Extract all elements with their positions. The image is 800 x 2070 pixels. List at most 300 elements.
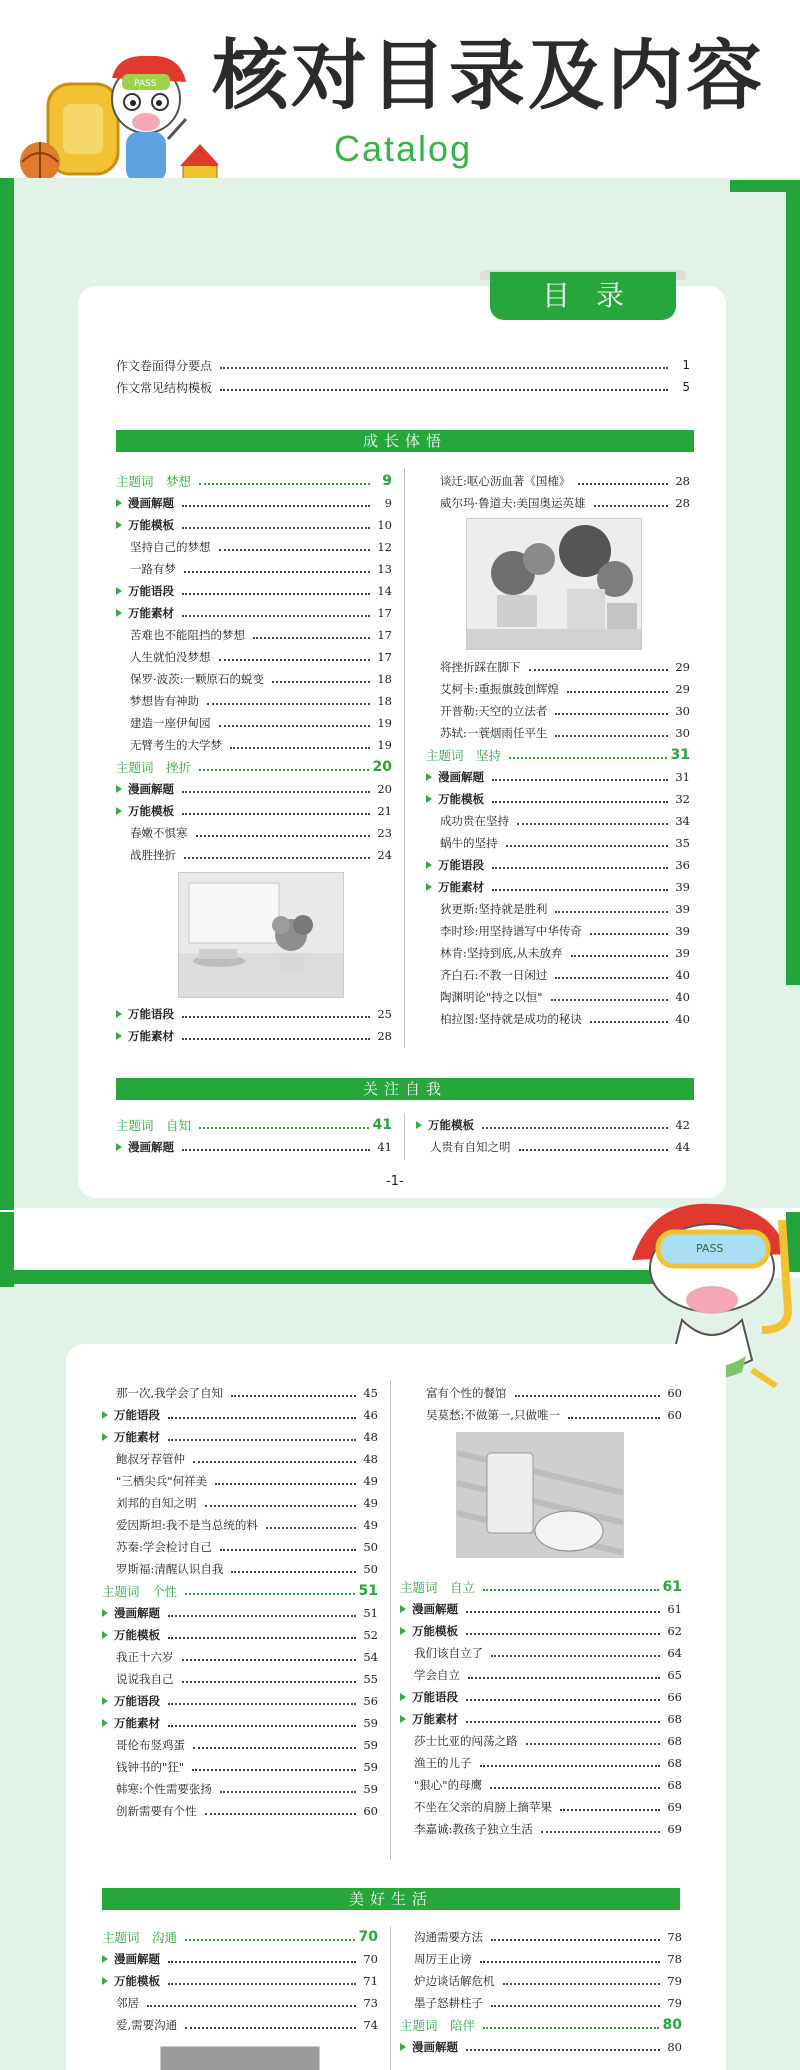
toc-page-number: 42: [675, 1118, 690, 1132]
toc-label: 学会自立: [414, 1668, 460, 1682]
toc-row[interactable]: [426, 876, 690, 898]
toc-label: 蜗牛的坚持: [440, 836, 498, 850]
dot-leader: [490, 1787, 660, 1789]
toc-page-number: 50: [363, 1540, 378, 1554]
topic-heading-row[interactable]: [116, 470, 392, 492]
dot-leader: [182, 505, 370, 507]
topic-heading-row[interactable]: [426, 744, 690, 766]
dot-leader: [526, 1743, 661, 1745]
toc-page-number: 80: [667, 2040, 682, 2054]
dot-leader: [466, 2049, 660, 2051]
toc-page-number: 32: [675, 792, 690, 806]
dot-leader: [193, 1461, 356, 1463]
toc-page-number: 59: [363, 1760, 378, 1774]
toc-page-number: 17: [377, 650, 392, 664]
toc-row[interactable]: [116, 778, 392, 800]
toc-label: 漫画解题: [102, 1605, 164, 1621]
toc-page-number: 45: [363, 1386, 378, 1400]
topic-heading-row[interactable]: [400, 2014, 682, 2036]
toc-row[interactable]: [426, 470, 690, 492]
dot-leader: [182, 1659, 357, 1661]
toc-label: 人贵有自知之明: [430, 1140, 511, 1154]
toc-label: 罗斯福:清醒认识自我: [116, 1562, 224, 1576]
toc-label: 万能模板: [116, 803, 178, 819]
toc-row[interactable]: [400, 1730, 682, 1752]
toc-page-number: 70: [363, 1952, 378, 1966]
page1-left-bar: [0, 180, 14, 1210]
toc-row[interactable]: [426, 942, 690, 964]
dot-leader: [492, 867, 668, 869]
intro-row-2[interactable]: 作文常见结构模板 5: [116, 380, 690, 395]
toc-row[interactable]: [102, 1382, 378, 1404]
toc-label: 林肯:坚持到底,从未放弃: [440, 946, 563, 960]
toc-row[interactable]: [400, 1796, 682, 1818]
toc-page-number: 9: [384, 496, 392, 510]
toc-page-number: 41: [377, 1140, 392, 1154]
toc-row[interactable]: [102, 2014, 378, 2036]
toc-row[interactable]: [426, 722, 690, 744]
toc-page-number: 64: [667, 1646, 682, 1660]
dot-leader: [466, 1699, 660, 1701]
dot-leader: [506, 845, 669, 847]
dot-leader: [220, 1549, 356, 1551]
p1-s2-right-list: [416, 1114, 690, 1158]
toc-label: 万能语段: [426, 857, 488, 873]
toc-label: 韩寒:个性需要张扬: [116, 1782, 212, 1796]
toc-row[interactable]: [102, 1492, 378, 1514]
toc-row[interactable]: [116, 1025, 392, 1047]
toc-page-number: 51: [363, 1606, 378, 1620]
dot-leader: [483, 2027, 659, 2029]
dot-leader: [168, 1637, 356, 1639]
toc-page-number: 39: [675, 924, 690, 938]
dot-leader: [480, 1765, 661, 1767]
dot-leader: [168, 1725, 356, 1727]
toc-label: 沟通需要方法: [414, 1930, 483, 1944]
topic-heading-row[interactable]: [116, 1114, 392, 1136]
toc-page-number: 59: [363, 1738, 378, 1752]
toc-page-number: 51: [358, 1583, 378, 1599]
toc-page-number: 65: [667, 1668, 682, 1682]
dot-leader: [468, 1677, 660, 1679]
intro-row-1[interactable]: 作文卷面得分要点 1: [116, 358, 690, 373]
toc-row[interactable]: [400, 1620, 682, 1642]
toc-label: 万能语段: [102, 1407, 164, 1423]
section2-column-divider: [404, 1114, 405, 1160]
toc-label: 万能模板: [102, 1973, 164, 1989]
p1-right-list: [426, 656, 690, 1030]
toc-row[interactable]: [116, 668, 392, 690]
dot-leader: [482, 1127, 668, 1129]
toc-row[interactable]: [102, 1756, 378, 1778]
toc-row[interactable]: [416, 1136, 690, 1158]
toc-label: 哥伦布竖鸡蛋: [116, 1738, 185, 1752]
toc-label: 万能语段: [102, 1693, 164, 1709]
dot-leader: [182, 527, 370, 529]
toc-label: 万能模板: [416, 1117, 478, 1133]
toc-label: 万能模板: [116, 517, 178, 533]
toc-row[interactable]: [426, 788, 690, 810]
toc-page-number: 14: [377, 584, 392, 598]
toc-page-number: 60: [667, 1408, 682, 1422]
toc-row[interactable]: [426, 854, 690, 876]
dot-leader: [571, 955, 668, 957]
toc-page-number: 68: [667, 1734, 682, 1748]
toc-row[interactable]: [116, 1003, 392, 1025]
toc-page-number: 61: [667, 1602, 682, 1616]
toc-label: 成功贵在坚持: [440, 814, 509, 828]
toc-label: 建造一座伊甸园: [130, 716, 211, 730]
dot-leader: [185, 1939, 355, 1941]
toc-label: 开普勒:天空的立法者: [440, 704, 548, 718]
dot-leader: [266, 1527, 356, 1529]
toc-page-number: 68: [667, 1778, 682, 1792]
toc-row[interactable]: [116, 624, 392, 646]
section3-column-divider: [390, 1926, 391, 2070]
toc-row[interactable]: [400, 1992, 682, 2014]
dot-leader: [555, 713, 668, 715]
p2-s3-left-list: [102, 1926, 378, 2036]
toc-label: 梦想皆有神助: [130, 694, 199, 708]
dot-leader: [192, 1769, 356, 1771]
dot-leader: [168, 1983, 356, 1985]
dot-leader: [193, 1747, 356, 1749]
toc-row[interactable]: [400, 1708, 682, 1730]
toc-label: 狄更斯:坚持就是胜利: [440, 902, 548, 916]
toc-row[interactable]: [400, 1752, 682, 1774]
toc-page-number: 69: [667, 1822, 682, 1836]
toc-row[interactable]: [116, 558, 392, 580]
toc-row[interactable]: [416, 1114, 690, 1136]
toc-page-number: 23: [377, 826, 392, 840]
toc-page-number: 66: [667, 1690, 682, 1704]
toc-page-number: 49: [363, 1518, 378, 1532]
toc-row[interactable]: [400, 1774, 682, 1796]
toc-page-number: 28: [377, 1029, 392, 1043]
toc-row[interactable]: [102, 1668, 378, 1690]
dot-leader: [231, 1395, 356, 1397]
dot-leader: [215, 1483, 356, 1485]
dot-leader: [182, 1038, 370, 1040]
toc-label: 齐白石:不教一日闲过: [440, 968, 548, 982]
toc-row[interactable]: [102, 1992, 378, 2014]
dot-leader: [253, 637, 370, 639]
toc-label: 我们该自立了: [414, 1646, 483, 1660]
toc-row[interactable]: [102, 1602, 378, 1624]
topic-heading-row[interactable]: [116, 756, 392, 778]
toc-label: 主题词 个性: [102, 1584, 178, 1599]
toc-page-number: 9: [382, 473, 392, 489]
toc-label: 一路有梦: [130, 562, 176, 576]
toc-row[interactable]: [102, 1734, 378, 1756]
toc-row[interactable]: [400, 2036, 682, 2058]
toc-page-number: 30: [675, 704, 690, 718]
dot-leader: [578, 483, 668, 485]
toc-page-number: 55: [363, 1672, 378, 1686]
toc-page-number: 31: [670, 747, 690, 763]
toc-row[interactable]: [116, 580, 392, 602]
toc-row[interactable]: [426, 810, 690, 832]
toc-row[interactable]: [400, 1642, 682, 1664]
toc-label: 万能素材: [116, 605, 178, 621]
toc-page-number: 19: [377, 716, 392, 730]
toc-row[interactable]: [426, 1008, 690, 1030]
toc-label: 不坐在父亲的肩膀上摘苹果: [414, 1800, 552, 1814]
toc-row[interactable]: [426, 832, 690, 854]
dot-leader: [492, 779, 668, 781]
toc-label: 邻居: [116, 1996, 139, 2010]
toc-row[interactable]: [116, 492, 392, 514]
dot-leader: [182, 1681, 357, 1683]
toc-page-number: 17: [377, 628, 392, 642]
toc-page-number: 28: [675, 496, 690, 510]
dot-leader: [219, 659, 371, 661]
dot-leader: [466, 1633, 660, 1635]
toc-row[interactable]: [426, 656, 690, 678]
dot-leader: [555, 911, 668, 913]
toc-label: 吴莫愁:不做第一,只做唯一: [426, 1408, 561, 1422]
toc-page-number: 52: [363, 1628, 378, 1642]
toc-row[interactable]: [116, 800, 392, 822]
toc-row[interactable]: [400, 1686, 682, 1708]
dot-leader: [219, 725, 371, 727]
toc-label: 周厉王止谤: [414, 1952, 472, 1966]
toc-row[interactable]: [102, 1536, 378, 1558]
pass-badge-text: PASS: [134, 79, 157, 89]
toc-label: 万能素材: [102, 1429, 164, 1445]
dot-leader: [541, 1831, 660, 1833]
toc-label: 将挫折踩在脚下: [440, 660, 521, 674]
toc-page-number: 29: [675, 682, 690, 696]
toc-page-number: 62: [667, 1624, 682, 1638]
toc-page-number: 28: [675, 474, 690, 488]
toc-row[interactable]: [102, 1690, 378, 1712]
toc-row[interactable]: [116, 602, 392, 624]
dot-leader: [529, 669, 669, 671]
p2-s3-right-list: [400, 1926, 682, 2058]
toc-label: 爱,需要沟通: [116, 2018, 178, 2032]
topic-heading-row[interactable]: [400, 1576, 682, 1598]
toc-page-number: 70: [358, 1929, 378, 1945]
toc-row[interactable]: [412, 1404, 682, 1426]
toc-row[interactable]: [116, 536, 392, 558]
toc-row[interactable]: [400, 1926, 682, 1948]
toc-label: 鲍叔牙荐管仲: [116, 1452, 185, 1466]
toc-page-number: 59: [363, 1782, 378, 1796]
toc-row[interactable]: [400, 1948, 682, 1970]
toc-row[interactable]: [426, 766, 690, 788]
toc-page-number: 79: [667, 1996, 682, 2010]
toc-row[interactable]: [426, 492, 690, 514]
p1-left-list: [116, 470, 392, 866]
toc-row[interactable]: [102, 1970, 378, 1992]
toc-row[interactable]: [426, 964, 690, 986]
p1-right-top-list: [426, 470, 690, 514]
toc-label: 万能素材: [400, 1711, 462, 1727]
toc-page-number: 24: [377, 848, 392, 862]
toc-page-number: 48: [363, 1430, 378, 1444]
toc-label: 说说我自己: [116, 1672, 174, 1686]
toc-label: 刘邦的自知之明: [116, 1496, 197, 1510]
toc-page-number: 19: [377, 738, 392, 752]
toc-row[interactable]: [426, 678, 690, 700]
dot-leader: [205, 1505, 357, 1507]
toc-label: 万能语段: [400, 1689, 462, 1705]
toc-page-number: 78: [667, 1952, 682, 1966]
toc-label: 墨子怒耕柱子: [414, 1996, 483, 2010]
toc-row[interactable]: [400, 1818, 682, 1840]
toc-page-number: 49: [363, 1474, 378, 1488]
toc-row[interactable]: [116, 844, 392, 866]
toc-row[interactable]: [400, 1970, 682, 1992]
toc-row[interactable]: [102, 1646, 378, 1668]
toc-label: 主题词 沟通: [102, 1930, 178, 1945]
toc-row[interactable]: [426, 920, 690, 942]
toc-row[interactable]: [102, 1778, 378, 1800]
toc-label: 春嫩不惧寒: [130, 826, 188, 840]
toc-label: 李时珍:用坚持谱写中华传奇: [440, 924, 582, 938]
toc-row[interactable]: [116, 514, 392, 536]
toc-label: 莎士比亚的闯荡之路: [414, 1734, 518, 1748]
toc-label: 柏拉图:坚持就是成功的秘诀: [440, 1012, 582, 1026]
toc-label: 万能语段: [116, 1006, 178, 1022]
toc-row[interactable]: [102, 1712, 378, 1734]
toc-page-number: 71: [363, 1974, 378, 1988]
toc-label: 万能模板: [102, 1627, 164, 1643]
topic-heading-row[interactable]: [102, 1580, 378, 1602]
dot-leader: [492, 889, 668, 891]
toc-label: 苏秦:学会检讨自己: [116, 1540, 212, 1554]
toc-page-number: 17: [377, 606, 392, 620]
photo-potted-plants: [466, 518, 642, 650]
dot-leader: [199, 769, 369, 771]
toc-page-number: 46: [363, 1408, 378, 1422]
toc-page-number: 54: [363, 1650, 378, 1664]
page-subtitle: Catalog: [334, 128, 473, 169]
photo-kitchen-plant: [178, 872, 344, 998]
dot-leader: [466, 1721, 660, 1723]
dot-leader: [491, 1939, 660, 1941]
toc-page-number: 40: [675, 968, 690, 982]
topic-heading-row[interactable]: [102, 1926, 378, 1948]
toc-label: 渔王的儿子: [414, 1756, 472, 1770]
toc-page-number: 29: [675, 660, 690, 674]
toc-page-number: 73: [363, 1996, 378, 2010]
toc-page-number: 40: [675, 1012, 690, 1026]
toc-label: 威尔玛·鲁道夫:美国奥运英雄: [440, 496, 586, 510]
toc-label: 富有个性的餐馆: [426, 1386, 507, 1400]
toc-page-number: 18: [377, 694, 392, 708]
toc-page-number: 56: [363, 1694, 378, 1708]
toc-row[interactable]: [116, 1136, 392, 1158]
toc-row[interactable]: [426, 898, 690, 920]
page-number: -1-: [386, 1174, 404, 1189]
toc-label: 万能素材: [426, 879, 488, 895]
toc-label: 主题词 自立: [400, 1580, 476, 1595]
dot-leader: [207, 703, 370, 705]
dot-leader: [272, 681, 370, 683]
toc-label: 万能素材: [116, 1028, 178, 1044]
p1-left-list-after: [116, 1003, 392, 1047]
toc-label: "狠心"的母鹰: [414, 1778, 483, 1792]
toc-label: 陶渊明论"持之以恒": [440, 990, 543, 1004]
toc-row[interactable]: [426, 986, 690, 1008]
dot-leader: [168, 1417, 356, 1419]
toc-page-number: 34: [675, 814, 690, 828]
toc-row[interactable]: [400, 1664, 682, 1686]
toc-row[interactable]: [102, 1426, 378, 1448]
dot-leader: [555, 977, 668, 979]
toc-row[interactable]: [102, 1448, 378, 1470]
page-title: 核对目录及内容: [212, 31, 765, 120]
toc-page-number: 18: [377, 672, 392, 686]
dot-leader: [590, 933, 668, 935]
toc-label: 那一次,我学会了自知: [116, 1386, 224, 1400]
toc-row[interactable]: [412, 1382, 682, 1404]
toc-page-number: 36: [675, 858, 690, 872]
toc-page-number: 49: [363, 1496, 378, 1510]
toc-label: 漫画解题: [116, 495, 178, 511]
toc-label: 漫画解题: [426, 769, 488, 785]
toc-row[interactable]: [116, 734, 392, 756]
toc-row[interactable]: [102, 1800, 378, 1822]
toc-label: 艾柯卡:重振旗鼓创辉煌: [440, 682, 559, 696]
toc-page-number: 40: [675, 990, 690, 1004]
toc-page-number: 69: [667, 1800, 682, 1814]
dot-leader: [184, 857, 370, 859]
toc-row[interactable]: [102, 1948, 378, 1970]
toc-label: 谈迁:呕心沥血著《国榷》: [440, 474, 571, 488]
p1-s2-left-list: [116, 1114, 392, 1158]
dot-leader: [480, 1961, 661, 1963]
toc-row[interactable]: [116, 822, 392, 844]
section-band-1: 成长体悟: [116, 430, 694, 452]
toc-label: 主题词 梦想: [116, 474, 192, 489]
toc-label: "三栖尖兵"何祥美: [116, 1474, 208, 1488]
dot-leader: [466, 1611, 660, 1613]
dot-leader: [182, 1016, 370, 1018]
toc-row[interactable]: [116, 690, 392, 712]
toc-row[interactable]: [102, 1558, 378, 1580]
section-band-2: 关注自我: [116, 1078, 694, 1100]
toc-row[interactable]: [102, 1470, 378, 1492]
toc-page-number: 21: [377, 804, 392, 818]
toc-page-number: 59: [363, 1716, 378, 1730]
toc-row[interactable]: [102, 1624, 378, 1646]
dot-leader: [168, 1439, 356, 1441]
toc-row[interactable]: [116, 646, 392, 668]
dot-leader: [184, 571, 370, 573]
p2-right-top-list: [412, 1382, 682, 1426]
dot-leader: [568, 1417, 660, 1419]
toc-label: 漫画解题: [400, 2039, 462, 2055]
dot-leader: [594, 505, 668, 507]
dot-leader: [555, 735, 668, 737]
toc-row[interactable]: [102, 1404, 378, 1426]
toc-row[interactable]: [116, 712, 392, 734]
photo-partial-bottom: [160, 2046, 320, 2070]
dot-leader: [231, 1571, 356, 1573]
page2-column-divider: [390, 1380, 391, 1860]
catalog-tab: 目录: [490, 272, 676, 320]
toc-row[interactable]: [426, 700, 690, 722]
toc-label: 漫画解题: [400, 1601, 462, 1617]
toc-row[interactable]: [102, 1514, 378, 1536]
toc-page-number: 68: [667, 1756, 682, 1770]
toc-label: 保罗·波茨:一颗原石的蜕变: [130, 672, 265, 686]
toc-page-number: 61: [662, 1579, 682, 1595]
toc-row[interactable]: [400, 1598, 682, 1620]
